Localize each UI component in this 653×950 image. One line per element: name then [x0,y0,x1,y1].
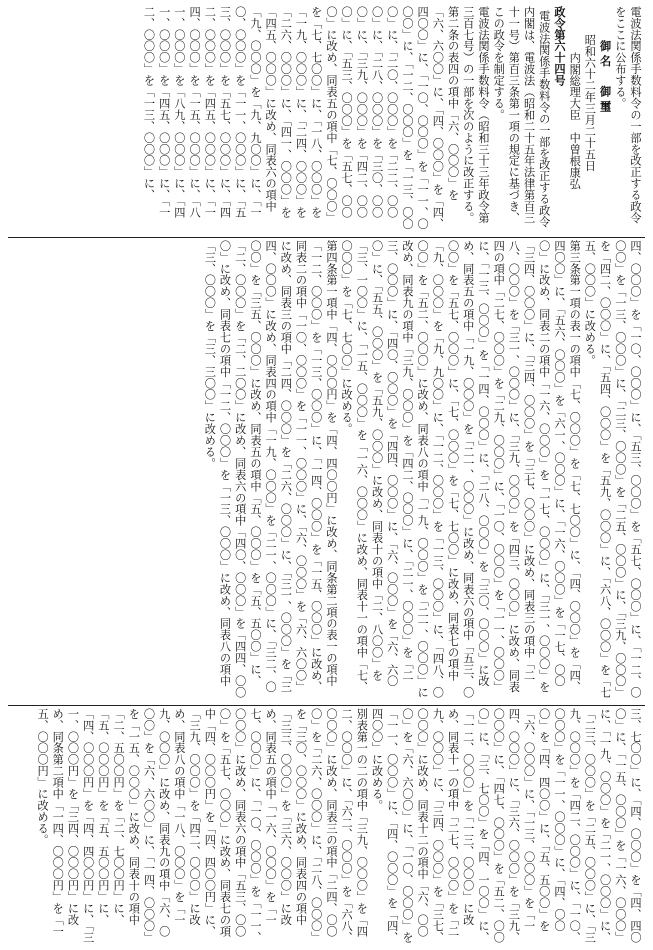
imperial-signature: 御名 御璽 [598,40,613,116]
ordinance-number: 政令第六十四号 [552,6,566,87]
amendment-intro: 電波法関係手数料令（昭和三十三年政令第三百七号）の一部を次のように改正する。 [461,6,490,224]
tier-top [10,6,643,234]
preamble-text: 電波法関係手数料令の一部を改正する政令をここに公布する。 [613,6,642,224]
enactment-clause: 内閣は、電波法（昭和二十五年法律第百三十一号）第百三条第一項の規定に基づき、この政令を制定する。 [492,6,536,224]
tier-middle-text: 四、〇〇〇」を「一〇、〇〇〇」に、「五三、〇〇〇」を「五七、〇〇〇」に、「一二、〇〇〇」を「一三、〇〇〇」に、「二三、〇〇〇」を「二五、〇〇〇」に、「三九、〇〇〇」を「四二、〇〇〇」に、「五四、〇〇〇」を「五九、〇〇〇」に、「六八、〇〇〇」を「七五、〇〇〇」に改める。 第三条第一項の表一の項中「七、〇〇〇」を「七、七〇〇」に、「四、〇〇〇」を「四、四〇〇」に、「五六、〇〇〇」を「六一、〇〇〇」に、「一六、〇〇〇」を「一七、〇〇〇」に改め、同表二の項中「一六、〇〇〇」を「一七、〇〇〇」に、「三一、〇〇〇」を「三四、〇〇〇」に、「三四、〇〇〇」を「三七、〇〇〇」に改め、同表三の項中「二八、〇〇〇」を「三一、〇〇〇」に、「三九、〇〇〇」を「四三、〇〇〇」に改め、同表四の項中「二七、〇〇〇」を「二九、〇〇〇」に、「一〇、〇〇〇」を「一一、〇〇〇」に、「一三、〇〇〇」を「一四、〇〇〇」に、「二八、〇〇〇」を「三〇、〇〇〇」に改め、同表五の項中「一九、〇〇〇」を「二一、〇〇〇」に改め、同表六の項中「五三、〇〇〇」を「五七、〇〇〇」に、「七、〇〇〇」を「七、七〇〇」に改め、同表七の項中「九、〇〇〇」を「九、九〇〇」に、「一二、〇〇〇」を「一三、〇〇〇」に、「四八、〇〇〇」を「五二、〇〇〇」に改め、同表八の項中「一九、〇〇〇」を「二一、〇〇〇」に改め、同表九の項中「三九、〇〇〇」を「四二、〇〇〇」に、「二一、〇〇〇」を「二三、〇〇〇」に、「四〇、〇〇〇」を「四四、〇〇〇」に、「六、〇〇〇」を「六、六〇〇」に、「五五、〇〇〇」を「五九、〇〇〇」に改め、同表十の項中「二、八〇〇」を「三、一〇〇」に、「一五、〇〇〇」を「一六、〇〇〇」に改め、同表十一の項中「七、〇〇〇」を「七、七〇〇」に改める。 第四条第一項中「四、〇〇〇円」を「四、四〇〇円」に改め、同条第二項の表一の項中「一二、〇〇〇」を「一三、〇〇〇」に、「一四、〇〇〇」を「一五、〇〇〇」に改め、同表二の項中「一〇、〇〇〇」を「一一、〇〇〇」に、「六、〇〇〇」を「六、六〇〇」に改め、同表三の項中「二四、〇〇〇」を「二六、〇〇〇」に、「三一、〇〇〇」を「三四、〇〇〇」に改め、同表四の項中「一九、〇〇〇」を「二一、〇〇〇」に、「三二、〇〇〇」を「三五、〇〇〇」に改め、同表五の項中「五、〇〇〇」を「五、五〇〇」に、「二、〇〇〇」を「二、二〇〇」に改め、同表六の項中「四〇、〇〇〇」を「四四、〇〇〇」に改め、同表七の項中「一二、〇〇〇」を「一三、〇〇〇」に改め、同表八の項中「三、〇〇〇」を「三、三〇〇」に改める。 [203,240,642,699]
promulgation-date: 昭和六十二年三月二十五日 [583,34,597,172]
prime-minister-line: 内閣総理大臣 中曽根康弘 [568,52,582,190]
tier-top-text [10,6,643,234]
tier-bottom [10,708,643,946]
tier-divider-1 [8,237,645,238]
tier-middle [10,240,643,702]
tier-top-body: 第二条の表四の項中「六、〇〇〇」を「六、六〇〇」に、「四、〇〇〇」を「四、四〇〇」に、「一〇、〇〇〇」を「一一、〇〇〇」に、「一二、〇〇〇」を「一三、〇〇〇」に、「二〇、〇〇〇」を「二二、〇〇〇」に、「二八、〇〇〇」を「三〇、〇〇〇」に、「三九、〇〇〇」を「四二、〇〇〇」に、「五三、〇〇〇」を「五七、〇〇〇」に改め、同表五の項中「七、〇〇〇」を「七、七〇〇」に、「一八、〇〇〇」を「一九、〇〇〇」に、「二四、〇〇〇」を「二六、〇〇〇」に、「四一、〇〇〇」を「四五、〇〇〇」に改め、同表六の項中「九、〇〇〇」を「九、九〇〇」に、「一〇、〇〇〇」を「一一、〇〇〇」に、「五三、〇〇〇」を「五七、〇〇〇」に、「四二、〇〇〇」を「四五、〇〇〇」に、「一四、〇〇〇」を「一五、〇〇〇」に、「八一、〇〇〇」を「八九、〇〇〇」に、「四一、〇〇〇」を「四五、〇〇〇」に、「一二、〇〇〇」を「一三、〇〇〇」に、 [142,6,460,230]
ordinance-title: 電波法関係手数料令の一部を改正する政令 [537,10,551,228]
tier-bottom-text: 三、七〇〇」に、「四、〇〇〇」を「四、四〇〇」に、「一五、〇〇〇」を「一六、〇〇〇」に、「一九、〇〇〇」を「二一、〇〇〇」に、「二三、〇〇〇」を「二五、〇〇〇」に、「三九、〇〇〇」を「四二、〇〇〇」に、「一〇、〇〇〇」を「一一、〇〇〇」に、「四、〇〇〇」を「四、四〇〇」に、「五、五〇〇」を「六、〇〇〇」に、「一三、〇〇〇」を「一四、〇〇〇」に、「三六、〇〇〇」を「三九、〇〇〇」に、「四七、〇〇〇」を「五二、〇〇〇」に、「三、七〇〇」を「四、一〇〇」に、「一二、〇〇〇」を「一三、〇〇〇」に改め、同表十一の項中「二七、〇〇〇」を「二九、〇〇〇」に、「三四、〇〇〇」を「三七、〇〇〇」に改め、同表十二の項中「六、〇〇〇」を「六、六〇〇」に、「一〇、〇〇〇」を「一一、〇〇〇」に、「四、〇〇〇」を「四、四〇〇」に改める。 別表第一の二の項中「三九、〇〇〇」を「四二、〇〇〇」に、「六二、〇〇〇」を「六八、〇〇〇」に改め、同表三の項中「二四、〇〇〇」を「二六、〇〇〇」に、「二八、〇〇〇」を「三〇、〇〇〇」に改め、同表四の項中「三三、〇〇〇」を「三六、〇〇〇」に改め、同表五の項中「一六、〇〇〇」を「一七、〇〇〇」に、「一〇、〇〇〇」を「一一、〇〇〇」に改め、同表六の項中「五三、〇〇〇」を「五七、〇〇〇」に改め、同表七の項中「四、〇〇〇円」を「四、四〇〇円」に、「三九、〇〇〇」を「四二、〇〇〇」に改め、同表八の項中「一八、〇〇〇」を「一九、〇〇〇」に改め、同表九の項中「六、〇〇〇」を「六、六〇〇」に、「一四、〇〇〇」を「一五、〇〇〇」に改め、同表十の項中「二、五〇〇円」を「二、七〇〇円」に、「五、〇〇〇円」を「五、五〇〇円」に、「四、〇〇〇円」を「四、四〇〇円」に、「三一、〇〇〇円」を「三四、〇〇〇円」に改め、同条第二項中「一四、〇〇〇円」を「一五、〇〇〇円」に改める。 [36,708,642,943]
tier-divider-2 [8,705,645,706]
